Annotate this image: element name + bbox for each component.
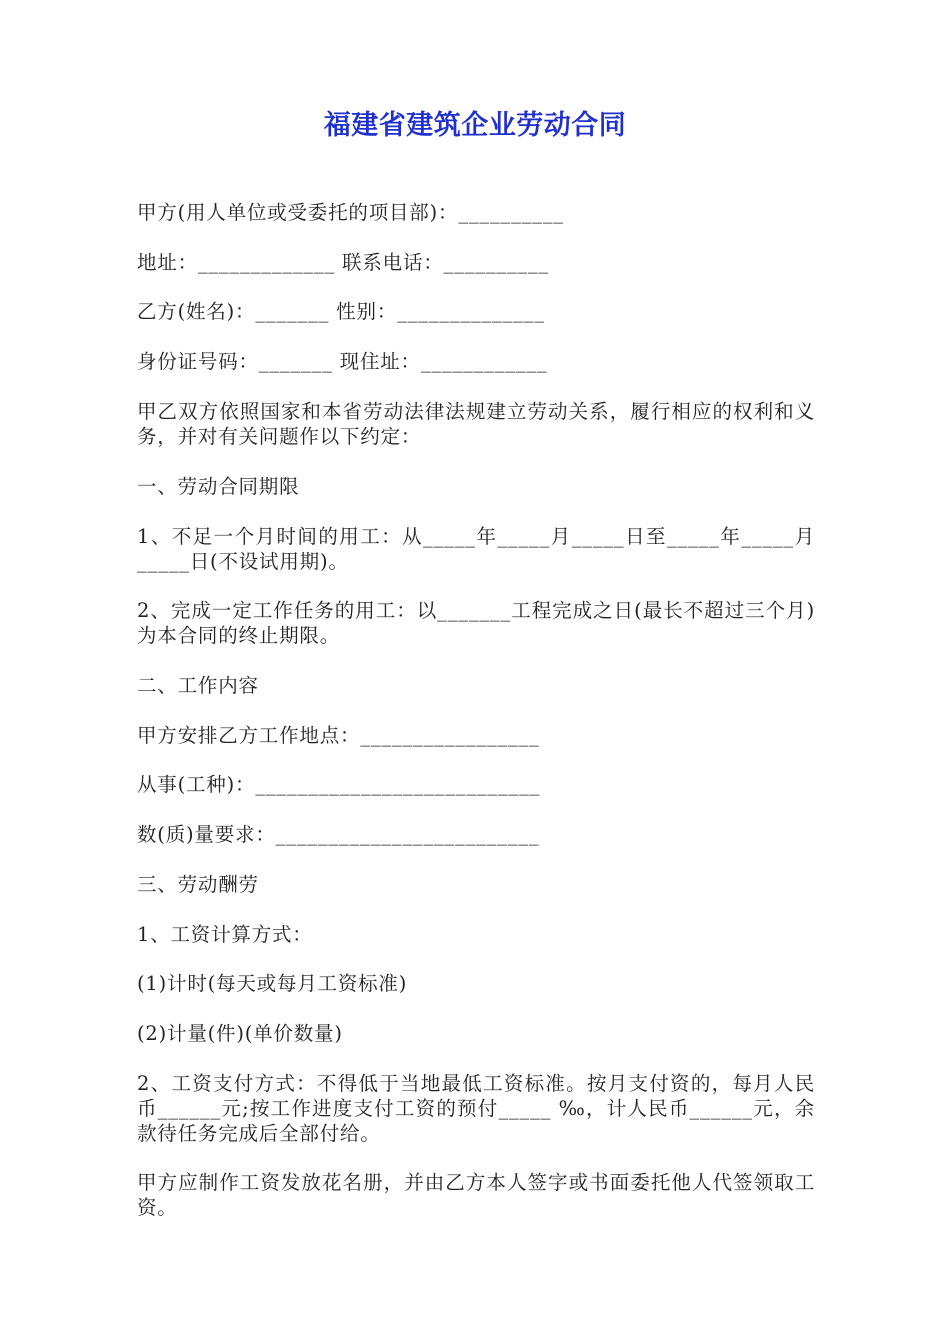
term-clause-2: 2、完成一定工作任务的用工：以_______工程完成之日(最长不超过三个月)为本合同的终止期限。	[137, 599, 815, 647]
wage-calc-hourly: (1)计时(每天或每月工资标准)	[137, 972, 408, 995]
wage-payment-clause: 2、工资支付方式：不得低于当地最低工资标准。按月支付资的，每月人民币______元;按工作进度支付工资的预付_____ ‰，计人民币______元，余款待任务完成后全部付给。	[137, 1072, 815, 1145]
job-type-line: 从事(工种)：___________________________	[137, 773, 541, 796]
address-phone-line: 地址：_____________ 联系电话：__________	[137, 251, 550, 274]
section-heading-term: 一、劳动合同期限	[137, 475, 300, 498]
work-location-line: 甲方安排乙方工作地点：_________________	[137, 724, 540, 747]
term-clause-1: 1、不足一个月时间的用工：从_____年_____月_____日至_____年_____月_____日(不设试用期)。	[137, 525, 815, 573]
wage-calc-piece: (2)计量(件)(单价数量)	[137, 1022, 343, 1045]
id-residence-line: 身份证号码：_______ 现住址：____________	[137, 350, 548, 373]
party-b-gender-line: 乙方(姓名)：_______ 性别：______________	[137, 300, 545, 323]
document-title: 福建省建筑企业劳动合同	[323, 110, 627, 141]
quality-requirement-line: 数(质)量要求：_________________________	[137, 823, 540, 846]
wage-calc-heading: 1、工资计算方式：	[137, 923, 313, 946]
payroll-register-clause: 甲方应制作工资发放花名册，并由乙方本人签字或书面委托他人代签领取工资。	[137, 1171, 815, 1219]
party-a-line: 甲方(用人单位或受委托的项目部)：__________	[137, 201, 564, 224]
section-heading-pay: 三、劳动酬劳	[137, 873, 259, 896]
intro-paragraph: 甲乙双方依照国家和本省劳动法律法规建立劳动关系，履行相应的权利和义务，并对有关问题作以下约定：	[137, 400, 815, 448]
section-heading-work: 二、工作内容	[137, 674, 259, 697]
